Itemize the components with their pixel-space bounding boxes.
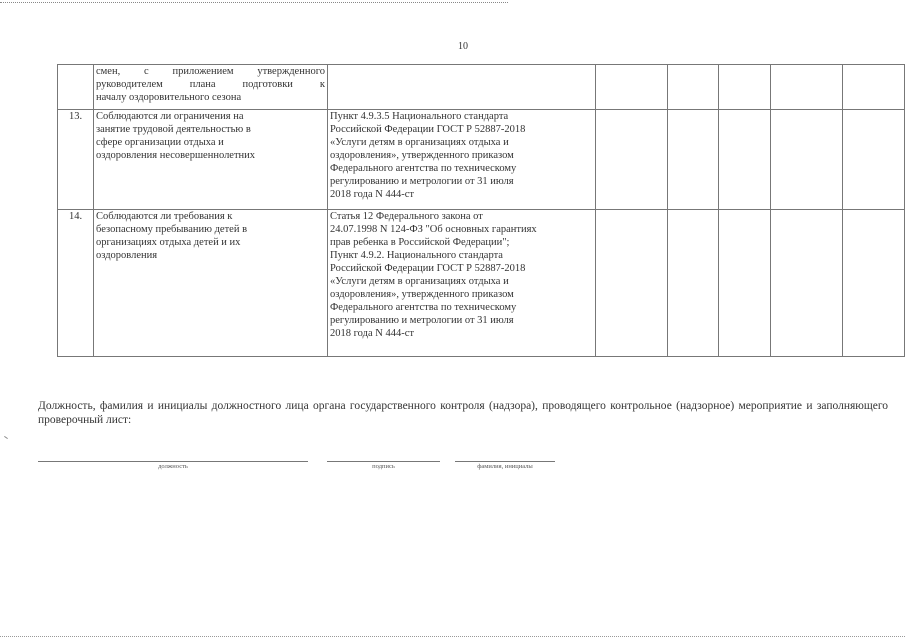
comment-cell-a: [771, 110, 843, 210]
table-row: [58, 210, 905, 357]
question-line: началу оздоровительного сезона: [96, 92, 242, 103]
reference-line: оздоровления», утвержденного приказом: [330, 150, 514, 161]
comment-cell-a: [771, 210, 843, 357]
not-applicable-cell: [719, 65, 771, 110]
answer-yes-cell: [596, 110, 668, 210]
item-number: [58, 65, 94, 110]
comment-cell-a: [771, 65, 843, 110]
scan-top-border: [0, 2, 508, 3]
position-caption: должность: [158, 463, 188, 470]
comment-cell-b: [843, 110, 905, 210]
not-applicable-cell: [719, 110, 771, 210]
question-line: организациях отдыха детей и их: [96, 237, 241, 248]
answer-no-cell: [668, 110, 719, 210]
answer-no-cell: [668, 65, 719, 110]
position-line: [38, 461, 308, 462]
reference-line: регулированию и метрологии от 31 июля: [330, 315, 514, 326]
reference-line: Российской Федерации ГОСТ Р 52887-2018: [330, 263, 526, 274]
reference-line: «Услуги детям в организациях отдыха и: [330, 276, 509, 287]
reference-line: «Услуги детям в организациях отдыха и: [330, 137, 509, 148]
answer-yes-cell: [596, 65, 668, 110]
signature-line: [327, 461, 440, 462]
requirement-question: [94, 65, 328, 110]
reference-line: 2018 года N 444-ст: [330, 328, 414, 339]
reference-line: регулированию и метрологии от 31 июля: [330, 176, 514, 187]
table-row: [58, 110, 905, 210]
item-number: 14.: [58, 210, 94, 357]
reference-line: Пункт 4.9.3.5 Национального стандарта: [330, 111, 509, 122]
not-applicable-cell: [719, 210, 771, 357]
signature-caption: подпись: [372, 463, 395, 470]
reference-line: Российской Федерации ГОСТ Р 52887-2018: [330, 124, 526, 135]
requirement-question: [94, 110, 328, 210]
reference-line: Федерального агентства по техническому: [330, 302, 517, 313]
reference-line: 2018 года N 444-ст: [330, 189, 414, 200]
legal-reference: [328, 210, 596, 357]
reference-line: Федерального агентства по техническому: [330, 163, 517, 174]
scan-mark: [4, 436, 8, 439]
answer-no-cell: [668, 210, 719, 357]
reference-line: Статья 12 Федерального закона от: [330, 211, 483, 222]
legal-reference: [328, 110, 596, 210]
question-line: Соблюдаются ли требования к: [96, 211, 233, 222]
comment-cell-b: [843, 210, 905, 357]
comment-cell-b: [843, 65, 905, 110]
scan-bottom-border: [0, 636, 905, 637]
page-number: 10: [458, 41, 468, 52]
question-line: занятие трудовой деятельностью в: [96, 124, 251, 135]
question-line: оздоровления несовершеннолетних: [96, 150, 256, 161]
checklist-table: [57, 64, 905, 357]
reference-line: 24.07.1998 N 124-ФЗ "Об основных гарантиях: [330, 224, 537, 235]
requirement-question: [94, 210, 328, 357]
question-line: оздоровления: [96, 250, 158, 261]
answer-yes-cell: [596, 210, 668, 357]
table-row: [58, 65, 905, 110]
question-line: руководителем плана подготовки к: [96, 79, 325, 90]
question-line: безопасному пребыванию детей в: [96, 224, 248, 235]
name-caption: фамилия, инициалы: [477, 463, 533, 470]
reference-line: прав ребенка в Российской Федерации";: [330, 237, 510, 248]
question-line: сфере организации отдыха и: [96, 137, 224, 148]
question-line: смен, с приложением утвержденного: [96, 66, 325, 77]
question-line: Соблюдаются ли ограничения на: [96, 111, 244, 122]
reference-line: Пункт 4.9.2. Национального стандарта: [330, 250, 503, 261]
name-line: [455, 461, 555, 462]
reference-line: оздоровления», утвержденного приказом: [330, 289, 514, 300]
item-number: 13.: [58, 110, 94, 210]
legal-reference: [328, 65, 596, 110]
official-statement: Должность, фамилия и инициалы должностного лица органа государственного контроля (надзора), проводящего контрольное (надзорное) мероприятие и заполняющего проверочный лист:: [38, 400, 888, 426]
